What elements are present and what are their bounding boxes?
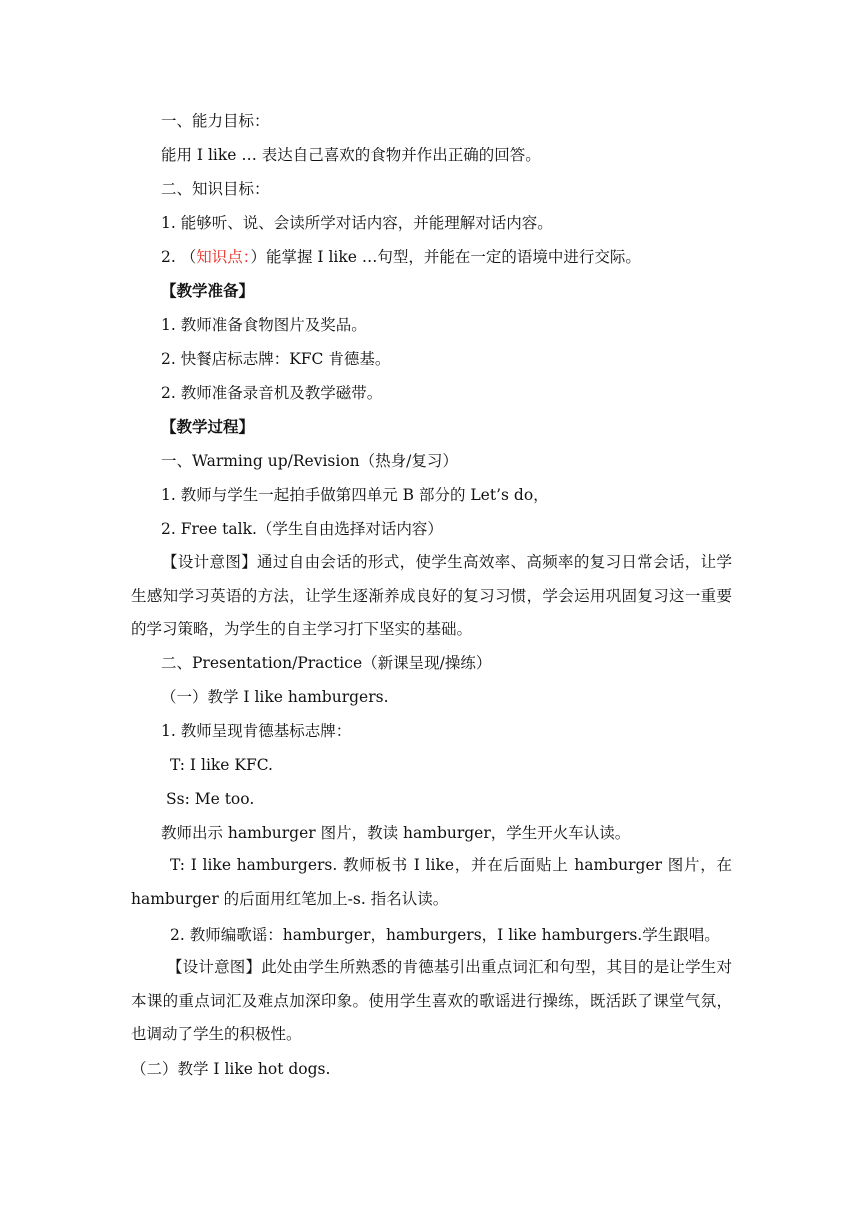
design-intent-paragraph: 【设计意图】此处由学生所熟悉的肯德基引出重点词汇和句型，其目的是让学生对本课的重点词汇及难点加深印象。使用学生喜欢的歌谣进行操练，既活跃了课堂气氛，也调动了学生的积极性。 (131, 958, 732, 1044)
heading-teaching-prep: 【教学准备】 (161, 281, 255, 300)
text-line: 1. 能够听、说、会读所学对话内容，并能理解对话内容。 (161, 214, 553, 232)
text-line: 教师出示 hamburger 图片，教读 hamburger，学生开火车认读。 (161, 824, 631, 842)
instruction-paragraph: T: I like hamburgers. 教师板书 I like，并在后面贴上 hamburger 图片，在 hamburger 的后面用红笔加上-s. 指名认读。 (131, 856, 732, 908)
text-line: 1. 教师呈现肯德基标志牌： (161, 722, 352, 740)
text-line: 2. 教师准备录音机及教学磁带。 (161, 384, 383, 402)
text-line-knowledge-point (161, 246, 641, 268)
text-line: 1. 教师准备食物图片及奖品。 (161, 316, 367, 334)
text-fragment: ）能掌握 I like …句型，并能在一定的语境中进行交际。 (250, 248, 641, 266)
heading-ability-goals: 一、能力目标： (161, 112, 270, 130)
design-intent-paragraph: 【设计意图】通过自由会话的形式，使学生高效率、高频率的复习日常会话，让学生感知学习英语的方法，让学生逐渐养成良好的复习习惯，学会运用巩固复习这一重要的学习策略，为学生的自主学习打下坚实的基础。 (131, 553, 732, 639)
text-line: 2. Free talk.（学生自由选择对话内容） (161, 520, 443, 538)
text-line: （一）教学 I like hamburgers. (161, 688, 389, 706)
text-line: 能用 I like … 表达自己喜欢的食物并作出正确的回答。 (161, 146, 541, 164)
text-line: （二）教学 I like hot dogs. (131, 1060, 331, 1078)
text-fragment: 2. （ (161, 248, 197, 266)
heading-knowledge-goals: 二、知识目标： (161, 180, 270, 198)
text-line: 2. 教师编歌谣：hamburger，hamburgers，I like hamburgers.学生跟唱。 (170, 926, 720, 944)
heading-teaching-process: 【教学过程】 (161, 417, 255, 436)
heading-warming-up: 一、Warming up/Revision（热身/复习） (161, 452, 458, 470)
heading-presentation: 二、Presentation/Practice（新课呈现/操练） (161, 654, 492, 672)
knowledge-point-label: 知识点： (196, 248, 251, 266)
dialogue-line: T: I like KFC. (170, 756, 273, 774)
text-line: 1. 教师与学生一起拍手做第四单元 B 部分的 Let’s do， (161, 486, 549, 504)
text-line: 2. 快餐店标志牌：KFC 肯德基。 (161, 350, 391, 368)
dialogue-line: Ss: Me too. (166, 790, 255, 808)
